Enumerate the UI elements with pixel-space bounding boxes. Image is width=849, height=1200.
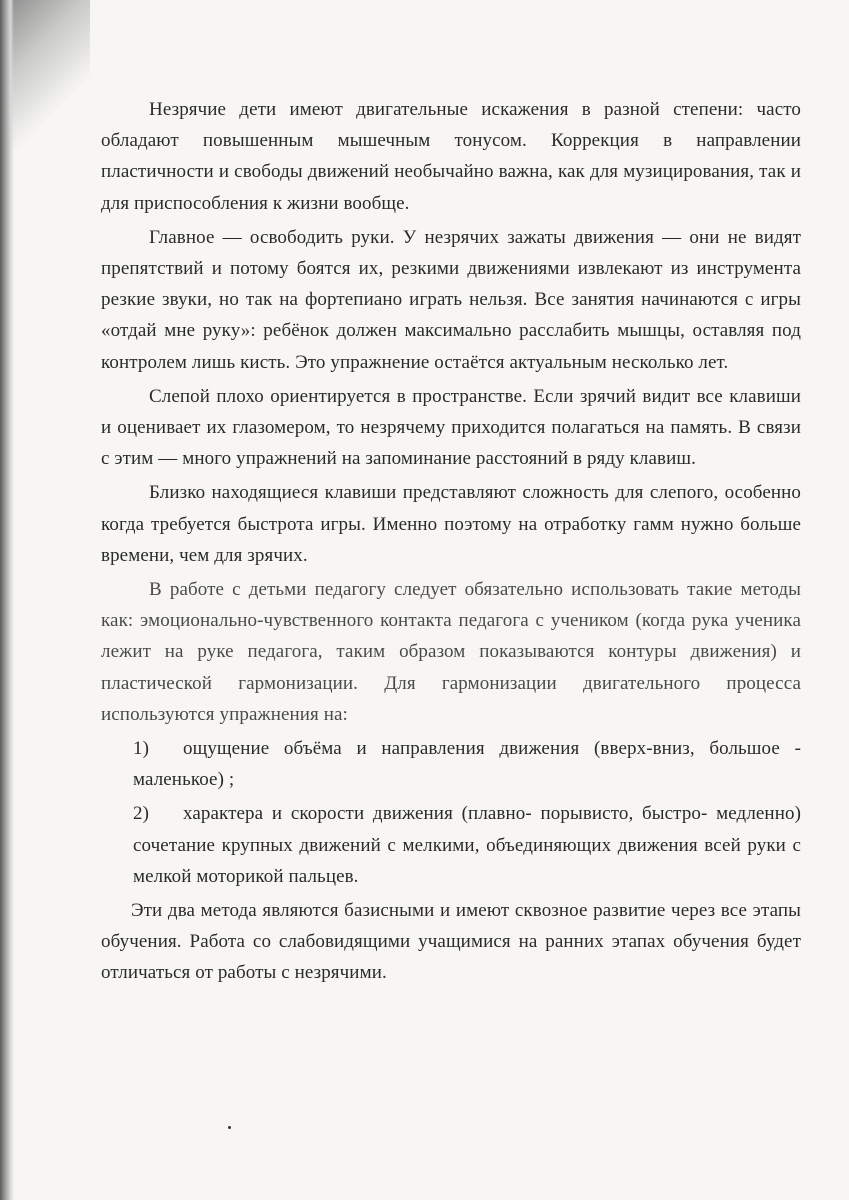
scan-speck: [228, 1126, 231, 1129]
list-item: [101, 733, 801, 795]
paragraph-closing: Эти два метода являются базисными и имеют сквозное развитие через все этапы обучения. Работа со слабовидящими учащимися на ранних этапах обучения будет отличаться от работы с незрячими.: [101, 900, 801, 984]
paragraph-close-keys: Близко находящиеся клавиши представляют сложность для слепого, особенно когда требуется быстрота игры. Именно поэтому на отработку гамм нужно больше времени, чем для зрячих.: [101, 482, 801, 566]
document-body: [101, 94, 801, 989]
list-item-number: 2): [133, 803, 150, 825]
paragraph-free-hands: Главное — освободить руки. У незрячих зажаты движения — они не видят препятствий и потому боятся их, резкими движениями извлекают из инструмента резкие звуки, но так на фортепиано играть нельзя. Все занятия начинаются с игры «отдай мне руку»: ребёнок должен максимально расслабить мышцы, оставляя под контролем лишь кисть. Это упражнение остаётся актуальным несколько лет.: [101, 226, 801, 373]
paragraph-motor-distortions: Незрячие дети имеют двигательные искажения в разной степени: часто обладают повышенным мышечным тонусом. Коррекция в направлении пластичности и свободы движений необычайно важна, как для музицирования, так и для приспособления к жизни вообще.: [101, 99, 801, 214]
list-item-number: 1): [133, 738, 150, 760]
list-item-text: характера и скорости движения (плавно- порывисто, быстро- медленно) сочетание крупных движений с мелкими, объединяющих движения всей руки с мелкой моторикой пальцев.: [133, 803, 801, 887]
list-item: [101, 798, 801, 892]
paragraph-methods: В работе с детьми педагогу следует обязательно использовать такие методы как: эмоционально-чувственного контакта педагога с учеником (когда рука ученика лежит на руке педагога, таким образом показываются контуры движения) и пластической гармонизации. Для гармонизации двигательного процесса используются упражнения на:: [101, 579, 801, 725]
paragraph-orientation: Слепой плохо ориентируется в пространстве. Если зрячий видит все клавиши и оценивает их глазомером, то незрячему приходится полагаться на память. В связи с этим — много упражнений на запоминание расстояний в ряду клавиш.: [101, 385, 801, 470]
scan-shadow-edge: [0, 0, 14, 1200]
list-item-text: ощущение объёма и направления движения (вверх-вниз, большое - маленькое) ;: [133, 738, 801, 791]
